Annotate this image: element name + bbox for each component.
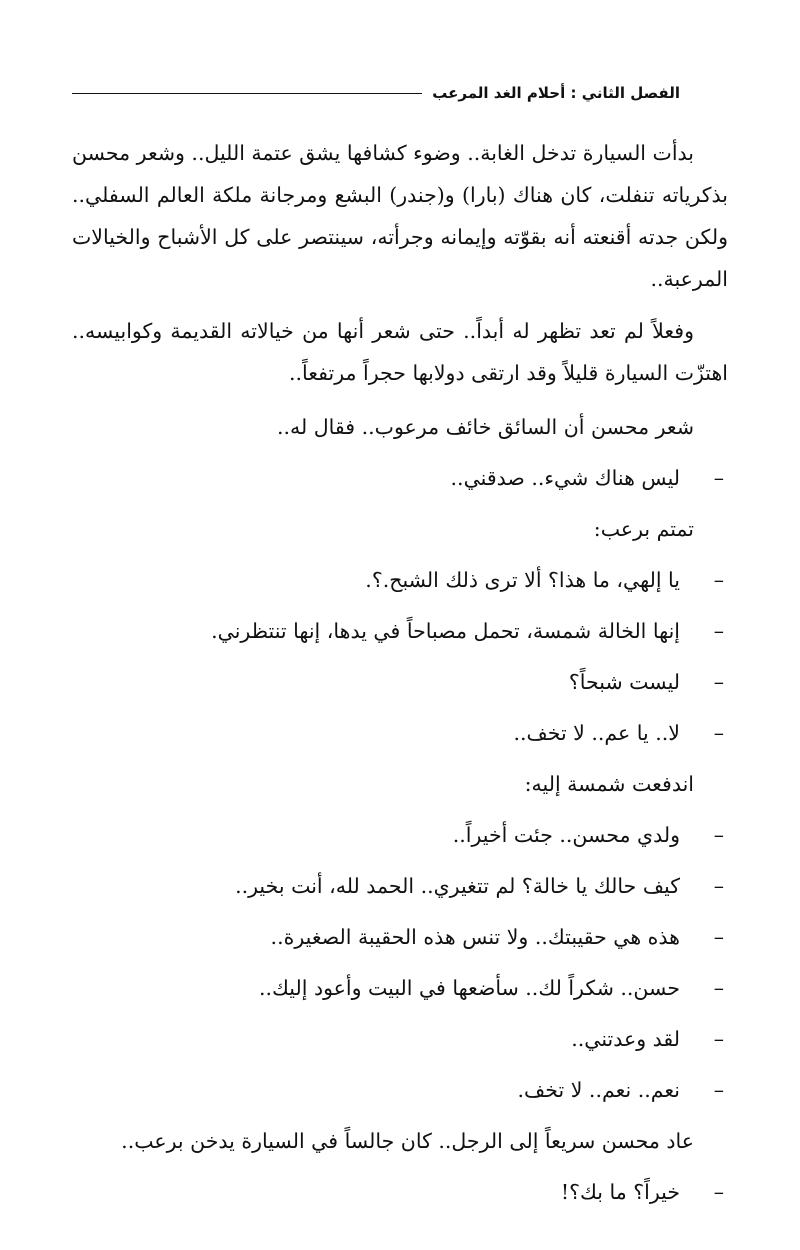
dialogue-dash: – — [713, 1078, 724, 1102]
paragraph: وفعلاً لم تعد تظهر له أبداً.. حتى شعر أنها من خيالاته القديمة وكوابيسه.. اهتزّت السيارة قليلاً وقد ارتقى دولابها حجراً مرتفعاً.. — [72, 319, 728, 385]
dialogue-line — [72, 814, 728, 856]
dialogue-line — [72, 1018, 728, 1060]
dialogue-text: هذه هي حقيبتك.. ولا تنس هذه الحقيبة الصغيرة.. — [270, 925, 680, 949]
dialogue-line — [72, 916, 728, 958]
dialogue-text: لا.. يا عم.. لا تخف.. — [513, 721, 680, 745]
dialogue-dash: – — [713, 466, 724, 490]
dialogue-dash: – — [713, 976, 724, 1000]
running-header — [72, 80, 680, 106]
dialogue-text: يا إلهي، ما هذا؟ ألا ترى ذلك الشبح.؟. — [365, 568, 680, 592]
dialogue-text: حسن.. شكراً لك.. سأضعها في البيت وأعود إليك.. — [258, 976, 680, 1000]
dialogue-line — [72, 661, 728, 703]
dialogue-dash: – — [713, 874, 724, 898]
dialogue-line — [72, 610, 728, 652]
dialogue-line — [72, 1171, 728, 1213]
dialogue-line — [72, 712, 728, 754]
chapter-title: الفصل الثاني : أحلام الغد المرعب — [432, 84, 680, 102]
dialogue-dash: – — [713, 568, 724, 592]
dialogue-line — [72, 967, 728, 1009]
dialogue-text: ليس هناك شيء.. صدقني.. — [450, 466, 680, 490]
dialogue-text: إنها الخالة شمسة، تحمل مصباحاً في يدها، إنها تنتظرني. — [211, 619, 680, 643]
dialogue-dash: – — [713, 925, 724, 949]
dialogue-line — [72, 559, 728, 601]
dialogue-dash: – — [713, 1027, 724, 1051]
narration-line: عاد محسن سريعاً إلى الرجل.. كان جالساً في السيارة يدخن برعب.. — [121, 1129, 694, 1153]
header-rule — [72, 93, 422, 94]
dialogue-text: ليست شبحاً؟ — [568, 670, 680, 694]
dialogue-line — [72, 457, 728, 499]
dialogue-text: نعم.. نعم.. لا تخف. — [517, 1078, 680, 1102]
page-body — [72, 132, 728, 1222]
narration-line: اندفعت شمسة إليه: — [524, 772, 694, 796]
dialogue-text: خيراً؟ ما بك؟! — [560, 1180, 680, 1204]
paragraph: بدأت السيارة تدخل الغابة.. وضوء كشافها يشق عتمة الليل.. وشعر محسن بذكرياته تنفلت، كان هناك (بارا) و(جندر) البشع ومرجانة ملكة العالم السفلي.. ولكن جدته أقنعته أنه بقوّته وإيمانه وجرأته، سينتصر على كل الأشباح والخيالات المرعبة.. — [72, 141, 728, 291]
dialogue-dash: – — [713, 670, 724, 694]
narration-line: شعر محسن أن السائق خائف مرعوب.. فقال له.. — [277, 415, 694, 439]
dialogue-dash: – — [713, 1180, 724, 1204]
dialogue-dash: – — [713, 619, 724, 643]
dialogue-dash: – — [713, 823, 724, 847]
narration-line: تمتم برعب: — [593, 517, 694, 541]
dialogue-line — [72, 865, 728, 907]
dialogue-text: لقد وعدتني.. — [571, 1027, 680, 1051]
dialogue-text: ولدي محسن.. جئت أخيراً.. — [452, 823, 680, 847]
dialogue-text: كيف حالك يا خالة؟ لم تتغيري.. الحمد لله، أنت بخير.. — [235, 874, 680, 898]
dialogue-line — [72, 1069, 728, 1111]
dialogue-dash: – — [713, 721, 724, 745]
